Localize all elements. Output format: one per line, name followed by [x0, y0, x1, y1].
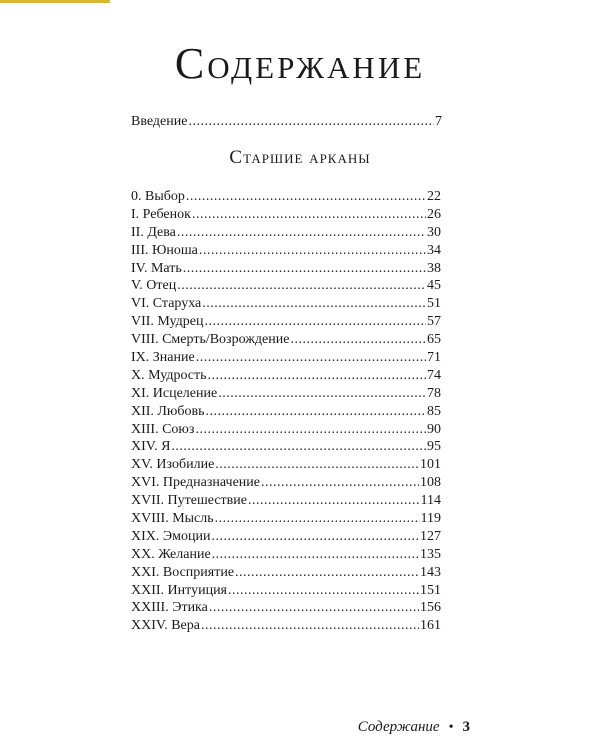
- toc-entry-page: 101: [420, 457, 441, 473]
- dot-leader: [208, 368, 426, 384]
- toc-entry-label: IX. Знание: [131, 350, 195, 366]
- toc-entry-label: X. Мудрость: [131, 367, 207, 383]
- toc-entry-page: 161: [420, 618, 441, 634]
- toc-entry-label: XIII. Союз: [131, 421, 195, 437]
- running-title: Содержание: [357, 719, 440, 735]
- dot-leader: [235, 565, 419, 581]
- toc-entry[interactable]: [131, 332, 441, 348]
- toc-entry[interactable]: [131, 511, 441, 527]
- toc-entry-label: I. Ребенок: [131, 206, 191, 222]
- toc-entry-label: XIV. Я: [131, 439, 171, 455]
- dot-leader: [196, 350, 426, 366]
- page-corner-mark: [0, 0, 110, 3]
- toc-entry-page: 108: [420, 475, 441, 491]
- toc-entry[interactable]: [131, 296, 441, 312]
- dot-leader: [228, 583, 419, 599]
- toc-entry-intro[interactable]: [131, 114, 442, 130]
- dot-leader: [183, 261, 426, 277]
- toc-entry[interactable]: [131, 583, 441, 599]
- toc-entry-page: 45: [427, 278, 441, 294]
- page-footer: [358, 718, 470, 737]
- toc-entry-label: XVI. Предназначение: [131, 475, 260, 491]
- toc-entry-label: 0. Выбор: [131, 189, 185, 204]
- dot-leader: [171, 439, 426, 455]
- toc-entry-label: Введение: [131, 114, 188, 129]
- footer-bullet: •: [448, 720, 454, 735]
- toc-entry-page: 7: [435, 114, 442, 129]
- toc-entry-page: 34: [427, 242, 441, 258]
- toc-entry[interactable]: [131, 404, 441, 420]
- toc-entry-page: 71: [427, 350, 441, 366]
- toc-entry[interactable]: [131, 457, 441, 473]
- toc-entry-page: 95: [427, 439, 441, 455]
- toc-entry[interactable]: [131, 475, 441, 491]
- toc-entry-page: 127: [420, 528, 441, 544]
- dot-leader: [192, 207, 426, 223]
- toc-entry[interactable]: [131, 278, 441, 294]
- toc-entry-label: III. Юноша: [131, 242, 198, 258]
- toc-entry-page: 114: [420, 493, 441, 509]
- dot-leader: [209, 600, 419, 616]
- dot-leader: [215, 457, 419, 473]
- dot-leader: [248, 493, 420, 509]
- toc-entry[interactable]: [131, 439, 441, 455]
- page-title: Содержание: [174, 39, 426, 88]
- toc-entry[interactable]: [131, 547, 441, 563]
- toc-entry-page: 57: [427, 314, 441, 330]
- toc-entry[interactable]: [131, 529, 441, 545]
- toc-entry-page: 143: [420, 564, 441, 580]
- toc-entry-label: V. Отец: [131, 278, 177, 294]
- toc-entry-label: XX. Желание: [131, 546, 211, 562]
- toc-entry-label: XXIII. Этика: [131, 600, 208, 616]
- toc-entry[interactable]: [131, 565, 441, 581]
- toc-entry-label: XXI. Восприятие: [131, 564, 235, 580]
- page-number: 3: [462, 719, 470, 735]
- toc-entry-label: XIX. Эмоции: [131, 528, 211, 544]
- toc-entry[interactable]: [131, 618, 441, 634]
- toc-entry-page: 22: [427, 189, 441, 204]
- dot-leader: [201, 618, 419, 634]
- toc-entry-label: XVIII. Мысль: [131, 511, 214, 527]
- toc-entry-page: 119: [420, 511, 441, 527]
- toc-entry-label: VI. Старуха: [131, 296, 202, 312]
- toc-entry-page: 74: [427, 367, 441, 383]
- toc-entry-page: 135: [420, 546, 441, 562]
- toc-entry-page: 30: [427, 224, 441, 240]
- toc-entry[interactable]: [131, 422, 441, 438]
- toc-entry[interactable]: [131, 386, 441, 402]
- toc-entry-label: XV. Изобилие: [131, 457, 215, 473]
- toc-entry-label: XI. Исцеление: [131, 385, 218, 401]
- dot-leader: [215, 511, 420, 527]
- toc-entry-page: 38: [427, 260, 441, 276]
- toc-entry[interactable]: [131, 493, 441, 509]
- dot-leader: [206, 404, 426, 420]
- toc-entry-page: 90: [427, 421, 441, 437]
- dot-leader: [199, 243, 426, 259]
- toc-entry-label: XXII. Интуиция: [131, 582, 227, 598]
- toc-entry[interactable]: [131, 207, 441, 223]
- toc-entry[interactable]: [131, 314, 441, 330]
- toc-entry-label: VII. Мудрец: [131, 314, 204, 330]
- toc-entry-label: II. Дева: [131, 224, 176, 240]
- dot-leader: [202, 296, 426, 312]
- toc-entry[interactable]: [131, 350, 441, 366]
- toc-entry-page: 151: [420, 582, 441, 598]
- toc-entry-label: IV. Мать: [131, 260, 182, 276]
- toc-entry-page: 65: [427, 332, 441, 348]
- toc-entry-label: VIII. Смерть/Возрождение: [131, 332, 290, 348]
- dot-leader: [188, 114, 434, 130]
- toc-entry-page: 78: [427, 385, 441, 401]
- dot-leader: [195, 422, 426, 438]
- dot-leader: [261, 475, 419, 491]
- toc-entry-label: XII. Любовь: [131, 403, 205, 419]
- toc-entry[interactable]: [131, 261, 441, 277]
- toc-entry-page: 85: [427, 403, 441, 419]
- dot-leader: [212, 547, 419, 563]
- dot-leader: [204, 314, 426, 330]
- dot-leader: [218, 386, 426, 402]
- toc-entry[interactable]: [131, 243, 441, 259]
- toc-entry[interactable]: [131, 225, 441, 241]
- toc-entry-page: 26: [427, 206, 441, 222]
- section-heading: Старшие арканы: [229, 147, 371, 168]
- toc-list: [131, 189, 441, 636]
- toc-entry-label: XVII. Путешествие: [131, 493, 247, 509]
- toc-entry[interactable]: [131, 600, 441, 616]
- dot-leader: [211, 529, 419, 545]
- dot-leader: [177, 278, 426, 294]
- dot-leader: [290, 332, 426, 348]
- toc-entry-page: 51: [427, 296, 441, 312]
- dot-leader: [177, 225, 426, 241]
- toc-entry-page: 156: [420, 600, 441, 616]
- toc-entry-label: XXIV. Вера: [131, 618, 200, 634]
- toc-entry[interactable]: [131, 368, 441, 384]
- dot-leader: [186, 189, 426, 205]
- toc-entry[interactable]: [131, 189, 441, 205]
